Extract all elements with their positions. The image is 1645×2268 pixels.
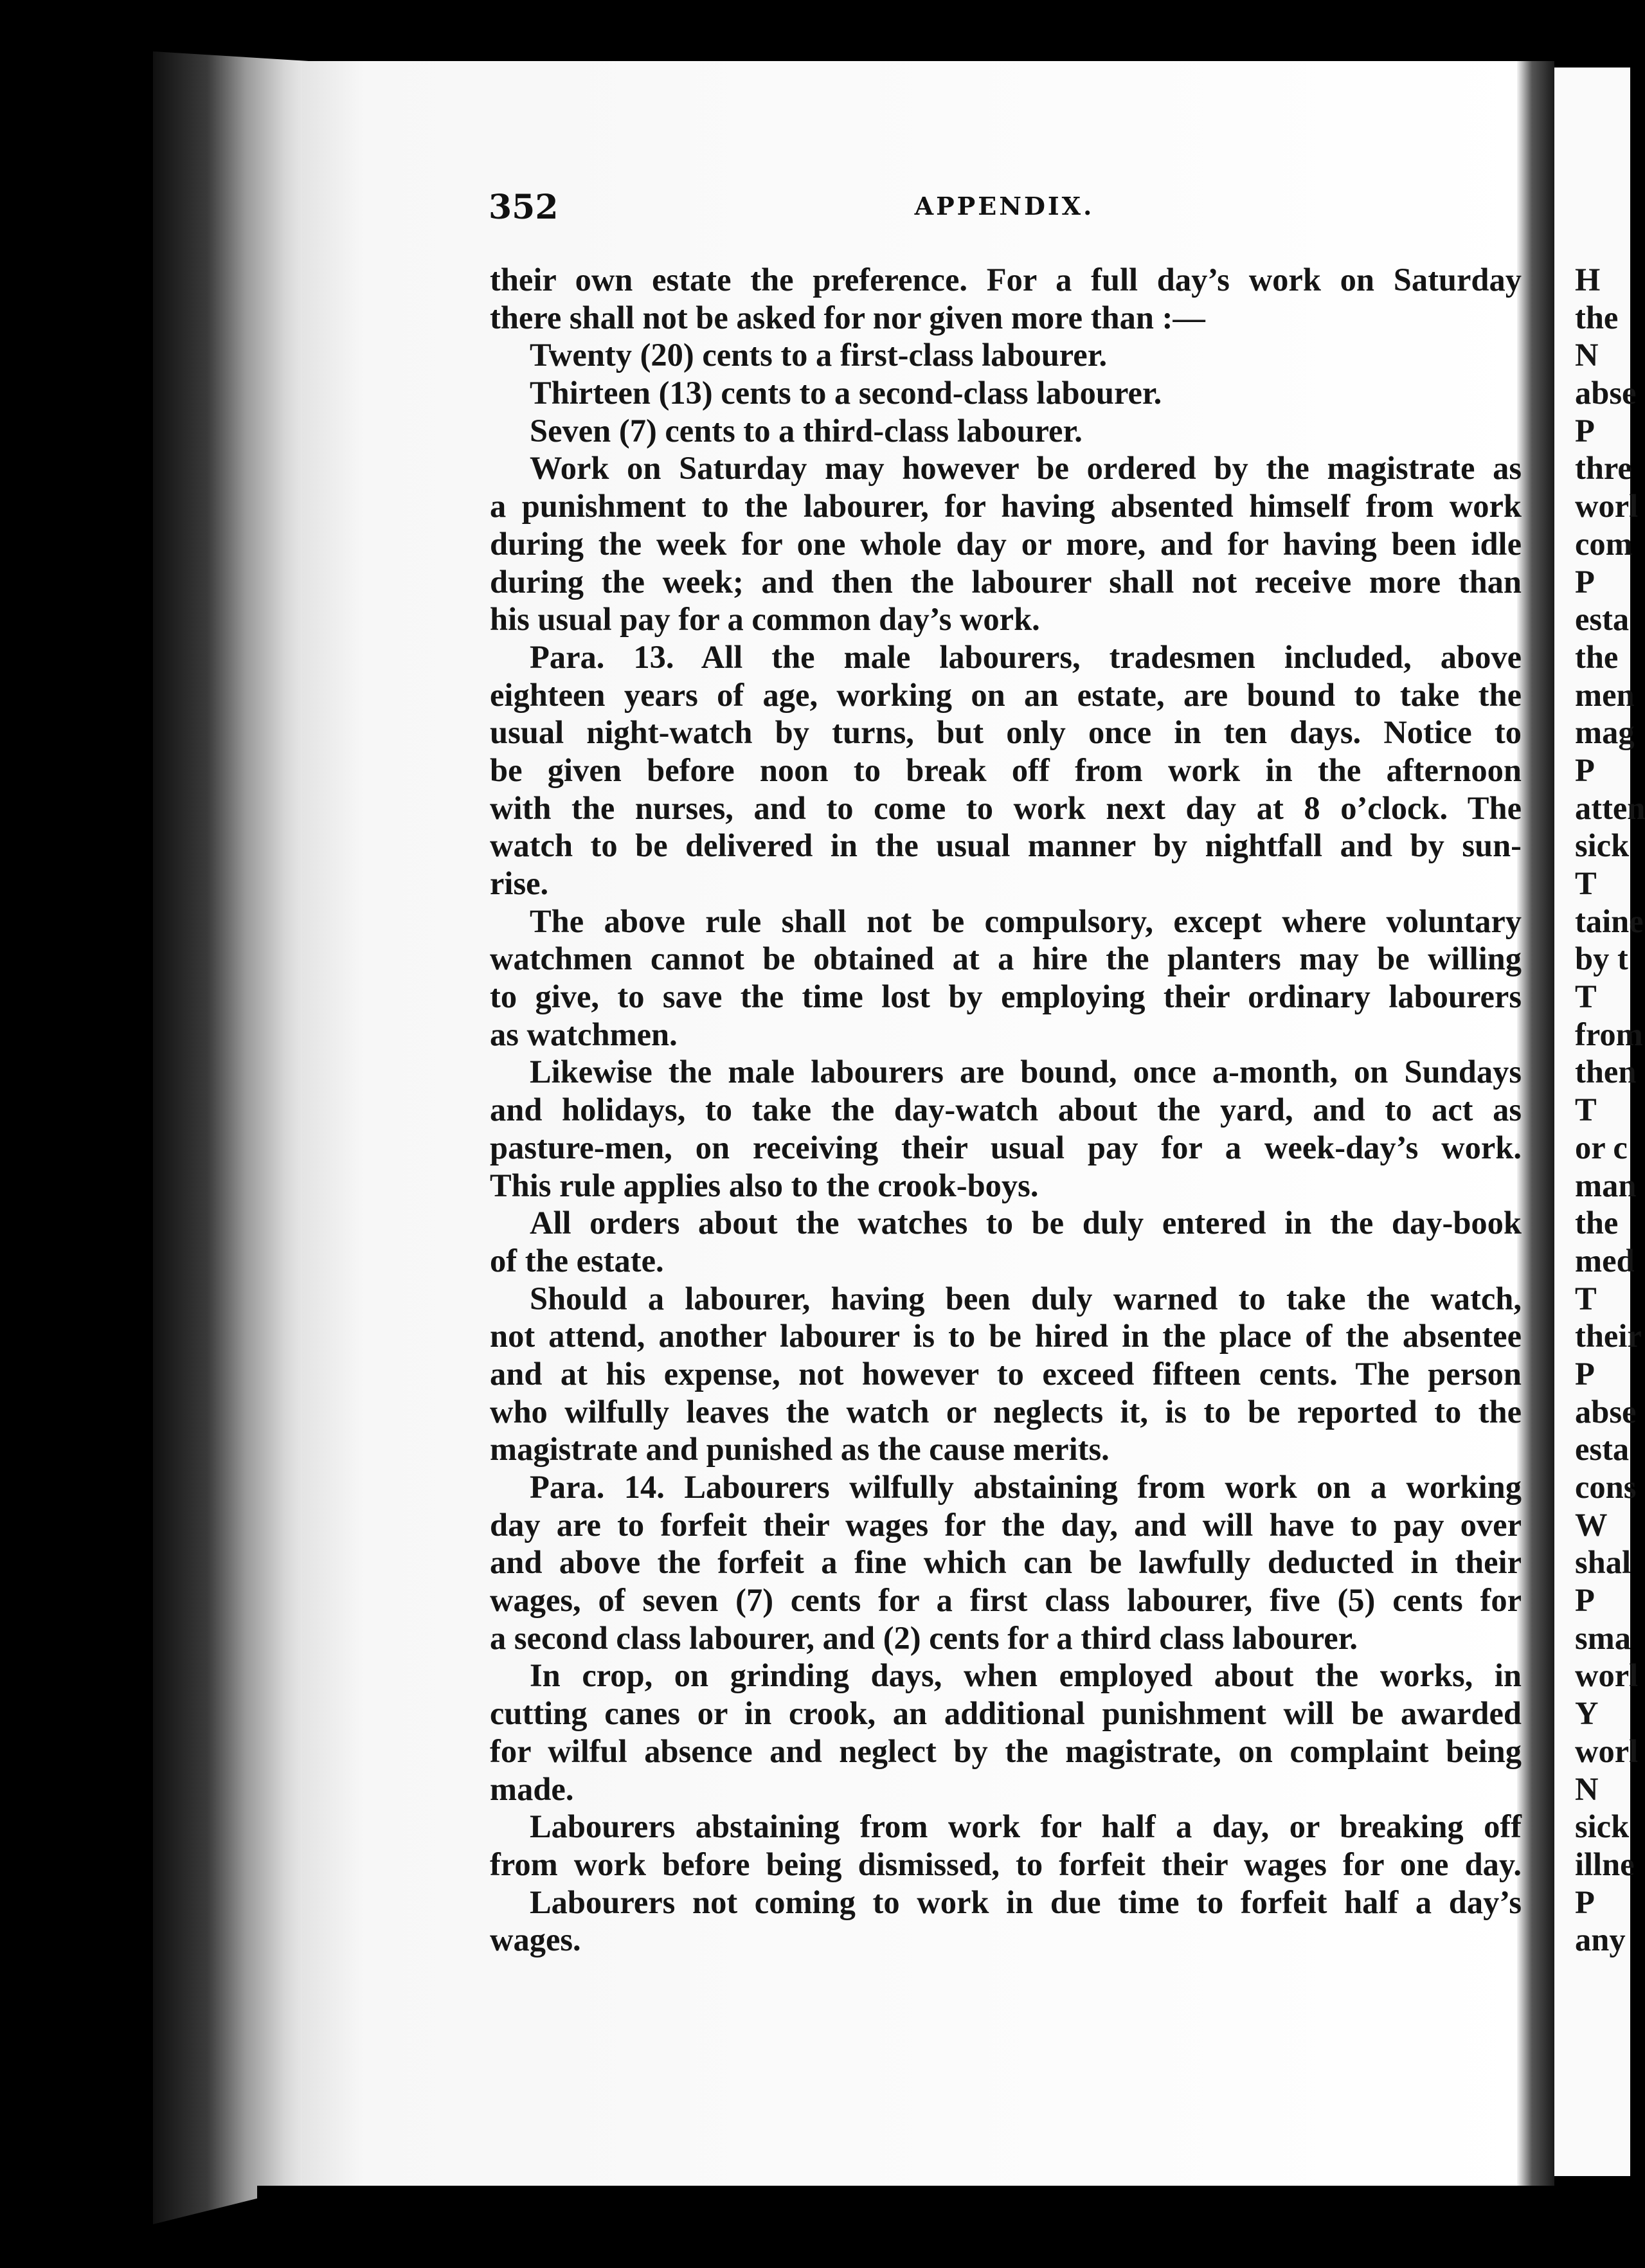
facing-page-text-fragments — [1575, 261, 1645, 1959]
text-line: made. — [490, 1770, 574, 1807]
text-line: with the nurses, and to come to work next day at 8 o’clock. The — [490, 789, 1522, 826]
running-head: APPENDIX. — [914, 192, 1095, 221]
facing-page-fragment: worl — [1575, 488, 1639, 525]
facing-page-fragment: T — [1575, 978, 1597, 1015]
facing-page-fragment: mag — [1575, 714, 1635, 751]
text-line: a second class labourer, and (2) cents for a third class labourer. — [490, 1619, 1358, 1656]
text-line: The above rule shall not be compulsory, except where voluntary — [530, 903, 1522, 939]
page-edges-stack — [153, 51, 309, 2224]
facing-page-fragment: med — [1575, 1242, 1635, 1279]
facing-page-fragment: P — [1575, 563, 1595, 600]
facing-page-fragment: P — [1575, 1582, 1595, 1619]
facing-page-fragment: man — [1575, 1167, 1637, 1203]
facing-page-fragment: any — [1575, 1922, 1626, 1958]
facing-page-fragment: the — [1575, 638, 1619, 675]
facing-page-fragment: W — [1575, 1506, 1608, 1543]
facing-page-fragment: illne — [1575, 1846, 1635, 1882]
facing-page-fragment: P — [1575, 412, 1595, 449]
facing-page-fragment: the — [1575, 299, 1619, 336]
text-line: there shall not be asked for nor given more than :— — [490, 299, 1205, 336]
facing-page-fragment: men — [1575, 676, 1635, 713]
text-line: Should a labourer, having been duly warned to take the watch, — [530, 1280, 1522, 1317]
text-line: watchmen cannot be obtained at a hire the planters may be willing — [490, 941, 1522, 977]
facing-page-fragment: their — [1575, 1318, 1642, 1354]
facing-page-fragment: abse — [1575, 375, 1637, 411]
text-line: magistrate and punished as the cause merits. — [490, 1431, 1110, 1468]
facing-page-fragment: N — [1575, 1770, 1599, 1807]
text-line: Likewise the male labourers are bound, once a-month, on Sundays — [530, 1054, 1522, 1090]
facing-page-fragment: abse — [1575, 1393, 1637, 1430]
facing-page-fragment: worl — [1575, 1733, 1639, 1769]
facing-page-fragment: sma — [1575, 1619, 1631, 1656]
facing-page-fragment: atten — [1575, 789, 1645, 826]
text-line: his usual pay for a common day’s work. — [490, 601, 1040, 638]
text-line: Twenty (20) cents to a first-class labourer. — [530, 337, 1108, 374]
text-line: Work on Saturday may however be ordered by the magistrate as — [530, 450, 1522, 487]
text-line: Seven (7) cents to a third-class labourer. — [530, 412, 1083, 449]
text-line: not attend, another labourer is to be hired in the place of the absentee — [490, 1318, 1522, 1354]
facing-page-fragment: H — [1575, 262, 1601, 298]
text-line: and holidays, to take the day-watch about the yard, and to act as — [490, 1092, 1522, 1128]
facing-page-fragment: T — [1575, 1280, 1597, 1317]
facing-page-fragment: esta — [1575, 1431, 1630, 1468]
text-line: This rule applies also to the crook-boys. — [490, 1167, 1039, 1203]
text-line: their own estate the preference. For a full day’s work on Saturday — [490, 262, 1522, 298]
facing-page-fragment: shal — [1575, 1544, 1632, 1581]
text-line: during the week for one whole day or more, and for having been idle — [490, 525, 1522, 562]
text-line: Para. 14. Labourers wilfully abstaining from work on a working — [530, 1469, 1522, 1505]
gutter-shadow — [1517, 61, 1554, 2186]
facing-page-fragment: com — [1575, 525, 1633, 562]
page-header — [489, 188, 1520, 239]
facing-page-fragment: Y — [1575, 1695, 1599, 1732]
facing-page-fragment: N — [1575, 337, 1599, 374]
text-line: during the week; and then the labourer shall not receive more than — [490, 563, 1522, 600]
text-line: who wilfully leaves the watch or neglects it, is to be reported to the — [490, 1393, 1522, 1430]
text-line: All orders about the watches to be duly entered in the day-book — [530, 1205, 1522, 1241]
facing-page-fragment: P — [1575, 1884, 1595, 1920]
text-line: Labourers not coming to work in due time to forfeit half a day’s — [530, 1884, 1522, 1920]
facing-page-fragment: sick — [1575, 1808, 1630, 1845]
text-line: cutting canes or in crook, an additional punishment will be awarded — [490, 1695, 1522, 1732]
facing-page-fragment: worl — [1575, 1657, 1639, 1694]
facing-page-fragment: P — [1575, 1355, 1595, 1392]
text-line: pasture-men, on receiving their usual pay for a week-day’s work. — [490, 1129, 1522, 1166]
page-number: 352 — [489, 188, 559, 227]
facing-page-fragment: the — [1575, 1205, 1619, 1241]
text-line: as watchmen. — [490, 1016, 678, 1052]
text-line: rise. — [490, 865, 549, 901]
facing-page-fragment: taine — [1575, 903, 1644, 939]
facing-page-fragment: esta — [1575, 601, 1630, 638]
text-line: from work before being dismissed, to forfeit their wages for one day. — [490, 1846, 1522, 1882]
text-line: Thirteen (13) cents to a second-class labourer. — [530, 375, 1162, 411]
text-line: of the estate. — [490, 1242, 664, 1279]
facing-page-fragment: or c — [1575, 1129, 1628, 1166]
text-line: and at his expense, not however to exceed fifteen cents. The person — [490, 1355, 1522, 1392]
facing-page-fragment: sick — [1575, 827, 1630, 864]
text-line: watch to be delivered in the usual manner by nightfall and by sun- — [490, 827, 1522, 864]
text-line: usual night-watch by turns, but only once in ten days. Notice to — [490, 714, 1522, 751]
text-line: for wilful absence and neglect by the magistrate, on complaint being — [490, 1733, 1522, 1769]
text-line: and above the forfeit a fine which can be lawfully deducted in their — [490, 1544, 1522, 1581]
facing-page-fragment: T — [1575, 865, 1597, 901]
facing-page-fragment: T — [1575, 1092, 1597, 1128]
text-line: to give, to save the time lost by employing their ordinary labourers — [490, 978, 1522, 1015]
facing-page-fragment: cons — [1575, 1469, 1637, 1505]
text-line: wages. — [490, 1922, 581, 1958]
text-line: Para. 13. All the male labourers, tradesmen included, above — [530, 638, 1522, 675]
text-line: be given before noon to break off from work in the afternoon — [490, 752, 1522, 788]
page-body-text — [490, 261, 1522, 1959]
text-line: In crop, on grinding days, when employed about the works, in — [530, 1657, 1522, 1694]
text-line: eighteen years of age, working on an estate, are bound to take the — [490, 676, 1522, 713]
facing-page-fragment: P — [1575, 752, 1595, 788]
facing-page-fragment: thre — [1575, 450, 1632, 487]
facing-page-fragment: then — [1575, 1054, 1637, 1090]
text-line: wages, of seven (7) cents for a first class labourer, five (5) cents for — [490, 1582, 1522, 1619]
text-line: day are to forfeit their wages for the day, and will have to pay over — [490, 1506, 1522, 1543]
page-bottom-edge — [257, 2186, 1630, 2268]
text-line: a punishment to the labourer, for having absented himself from work — [490, 488, 1522, 525]
facing-page-fragment: from — [1575, 1016, 1643, 1052]
text-line: Labourers abstaining from work for half a day, or breaking off — [530, 1808, 1522, 1845]
facing-page-fragment: by t — [1575, 941, 1628, 977]
